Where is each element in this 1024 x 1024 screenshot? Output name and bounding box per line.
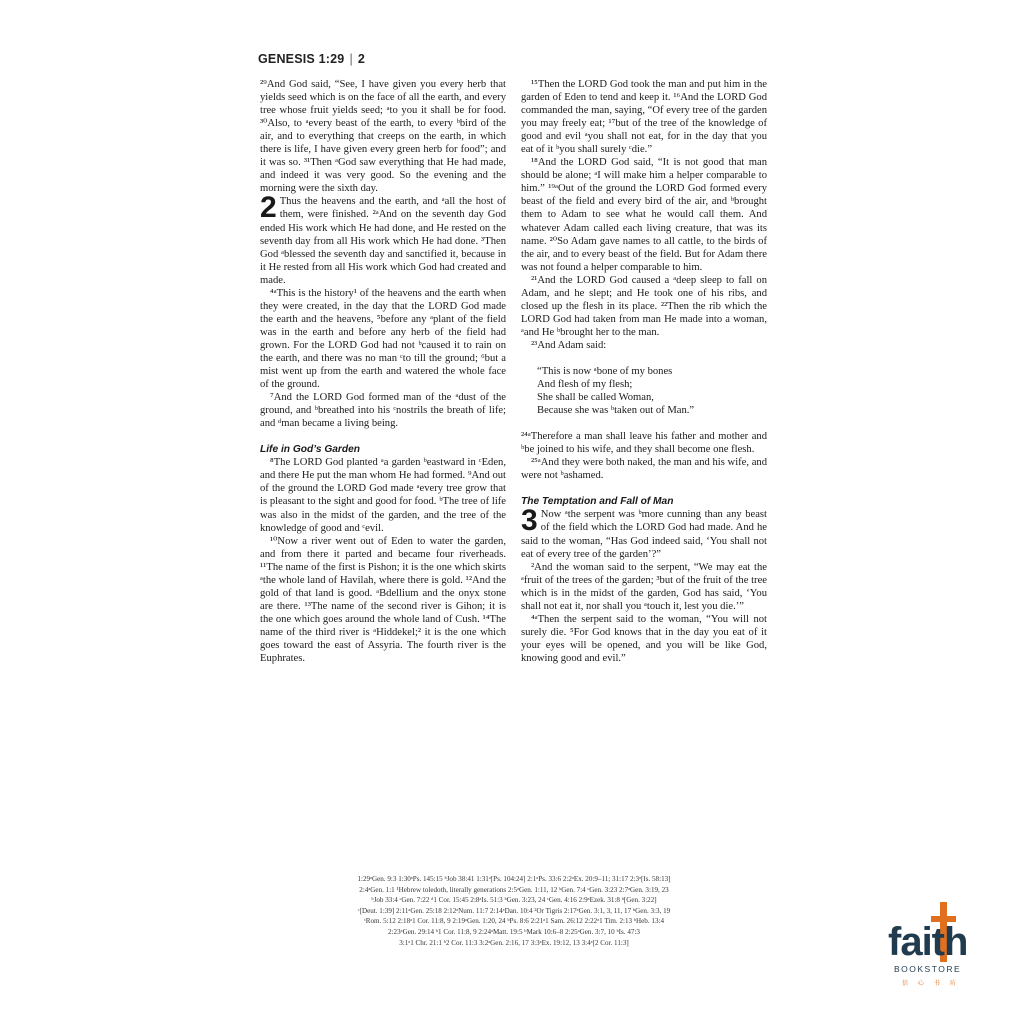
left-column <box>260 78 506 665</box>
header-separator: | <box>349 52 353 66</box>
cross-references <box>258 874 770 948</box>
note-line: 3:1ᵃ1 Chr. 21:1 ᵇ2 Cor. 11:3 3:2ᵃGen. 2:16, 17 3:3ᵃEx. 19:12, 13 3:4ᵃ[2 Cor. 11:3] <box>399 938 629 947</box>
note-line: 1:29ᵃGen. 9:3 1:30ᵃPs. 145:15 ᵇJob 38:41 1:31ᵃ[Ps. 104:24] 2:1ᵃPs. 33:6 2:2ᵃEx. 20:9–11; 31:17 2:3ᵃ[Is. 58:13] <box>357 875 671 883</box>
page-number: 2 <box>357 52 366 66</box>
note-line: 2:23ᵃGen. 29:14 ᵇ1 Cor. 11:8, 9 2:24ᵃMatt. 19:5 ᵇMark 10:6–8 2:25ᵃGen. 3:7, 10 ᵇIs. 47:3 <box>388 927 640 936</box>
right-column <box>521 78 767 665</box>
faith-bookstore-logo <box>888 898 992 988</box>
verse-2-24: ²⁴ᵃTherefore a man shall leave his father and mother and ᵇbe joined to his wife, and they shall become one flesh. <box>521 431 767 456</box>
note-line: ᶜ[Deut. 1:39] 2:11ᵃGen. 25:18 2:12ᵃNum. 11:7 2:14ᵃDan. 10:4 ²Or Tigris 2:17ᵃGen. 3:1, 3, 11, 17 ᵇGen. 3:3, 19 <box>357 906 671 915</box>
verse-2-7: ⁷And the LORD God formed man of the ᵃdust of the ground, and ᵇbreathed into his ᶜnostrils the breath of life; and ᵈman became a living being. <box>260 392 506 430</box>
page-header <box>258 52 365 66</box>
verse-2-4: ⁴ᵃThis is the history¹ of the heavens and the earth when they were created, in the day that the LORD God made the earth and the heavens, ⁵before any ᵃplant of the field was in the earth and before any herb of the field had grown. For the LORD God had not ᵇcaused it to rain on the earth, and there was no man ᶜto till the ground; ⁶but a mist went up from the earth and watered the whole face of the ground. <box>260 287 506 391</box>
verse-3-1: Now ᵃthe serpent was ᵇmore cunning than any beast of the field which the LORD God had made. And he said to the woman, “Has God indeed said, ‘You shall not eat of every tree of the garden’?” <box>521 509 767 560</box>
verse-2-18: ¹⁸And the LORD God said, “It is not good that man should be alone; ᵃI will make him a helper comparable to him.” ¹⁹ᵃOut of the ground the LORD God formed every beast of the field and every bird of the air, and ᵇbrought them to Adam to see what he would call them. And whatever Adam called each living creature, that was its name. ²⁰So Adam gave names to all cattle, to the birds of the air, and to every beast of the field. But for Adam there was not found a helper comparable to him. <box>521 157 767 273</box>
verse-2-15: ¹⁵Then the LORD God took the man and put him in the garden of Eden to tend and keep it. ¹⁶And the LORD God commanded the man, saying, “Of every tree of the garden you may freely eat; ¹⁷but of the tree of the knowledge of good and evil ᵃyou shall not eat, for in the day that you eat of it ᵇyou shall surely ᶜdie.” <box>521 79 767 156</box>
section-heading: The Temptation and Fall of Man <box>521 496 674 508</box>
note-line: ᵇJob 33:4 ᶜGen. 7:22 ᵈ1 Cor. 15:45 2:8ᵃIs. 51:3 ᵇGen. 3:23, 24 ᶜGen. 4:16 2:9ᵃEzek. 31:8 ᵇ[Gen. 3:22] <box>371 896 657 905</box>
verse-2-23: ²³And Adam said: <box>531 339 607 351</box>
logo-subtitle: BOOKSTORE <box>894 964 962 974</box>
verse-2-1: Thus the heavens and the earth, and ᵃall the host of them, were finished. ²ᵃAnd on the seventh day God ended His work which He had done, and He rested on the seventh day from all His work which He had done. ³Then God ᵃblessed the seventh day and sanctified it, because in it He rested from all His work which God had created and made. <box>260 196 506 286</box>
chapter-number: 2 <box>260 191 277 225</box>
logo-wordmark: faith <box>888 920 968 964</box>
chapter-2-start <box>260 191 506 286</box>
poem-line: She shall be called Woman, <box>537 392 654 404</box>
poem-line: Because she was ᵇtaken out of Man.” <box>537 405 695 417</box>
chapter-3-start <box>521 504 767 560</box>
verse-2-21: ²¹And the LORD God caused a ᵃdeep sleep to fall on Adam, and he slept; and He took one of his ribs, and closed up the flesh in its place. ²²Then the rib which the LORD God had taken from man He made into a woman, ᵃand He ᵇbrought her to the man. <box>521 274 767 338</box>
header-reference: GENESIS 1:29 <box>258 52 345 66</box>
section-heading: Life in God’s Garden <box>260 444 361 456</box>
verse-3-4: ⁴ᵃThen the serpent said to the woman, “You will not surely die. ⁵For God knows that in the day you eat of it your eyes will be opened, and you will be like God, knowing good and evil.” <box>521 613 767 664</box>
note-line: 2:4ᵃGen. 1:1 ¹Hebrew toledoth, literally generations 2:5ᵃGen. 1:11, 12 ᵇGen. 7:4 ᶜGen. 3:23 2:7ᵃGen. 3:19, 23 <box>359 885 669 894</box>
logo-chinese: 信 心 书 坊 <box>902 980 960 987</box>
verse-2-10: ¹⁰Now a river went out of Eden to water the garden, and from there it parted and became four riverheads. ¹¹The name of the first is Pishon; it is the one which skirts ᵃthe whole land of Havilah, where there is gold. ¹²And the gold of that land is good. ᵃBdellium and the onyx stone are there. ¹³The name of the second river is Gihon; it is the one which goes around the whole land of Cush. ¹⁴The name of the third river is ᵃHiddekel;² it is the one which goes toward the east of Assyria. The fourth river is the Euphrates. <box>260 535 506 665</box>
note-line: ᶜRom. 5:12 2:18ᵃ1 Cor. 11:8, 9 2:19ᵃGen. 1:20, 24 ᵇPs. 8:6 2:21ᵃ1 Sam. 26:12 2:22ᵃ1 Tim. 2:13 ᵇHeb. 13:4 <box>363 917 665 926</box>
chapter-number: 3 <box>521 504 538 538</box>
verse-3-2: ²And the woman said to the serpent, “We may eat the ᵃfruit of the trees of the garden; ³but of the fruit of the tree which is in the midst of the garden, God has said, ‘You shall not eat it, nor shall you ᵃtouch it, lest you die.’” <box>521 561 767 612</box>
poem <box>537 365 767 417</box>
bible-page <box>258 46 770 966</box>
verse-2-25: ²⁵ᵃAnd they were both naked, the man and his wife, and were not ᵇashamed. <box>521 457 767 482</box>
poem-line: “This is now ᵃbone of my bones <box>537 365 673 377</box>
verse-2-8: ⁸The LORD God planted ᵃa garden ᵇeastward in ᶜEden, and there He put the man whom He had formed. ⁹And out of the ground the LORD God made ᵃevery tree grow that is pleasant to the sight and good for food. ᵇThe tree of life was also in the midst of the garden, and the tree of the knowledge of good and ᶜevil. <box>260 457 506 534</box>
verse-1-29: ²⁹And God said, “See, I have given you every herb that yields seed which is on the face of all the earth, and every tree whose fruit yields seed; ᵃto you it shall be for food. ³⁰Also, to ᵃevery beast of the earth, to every ᵇbird of the air, and to everything that creeps on the earth, in which there is life, I have given every green herb for food”; and it was so. ³¹Then ᵃGod saw everything that He had made, and indeed it was very good. So the evening and the morning were the sixth day. <box>260 79 506 195</box>
poem-line: And flesh of my flesh; <box>537 379 633 391</box>
